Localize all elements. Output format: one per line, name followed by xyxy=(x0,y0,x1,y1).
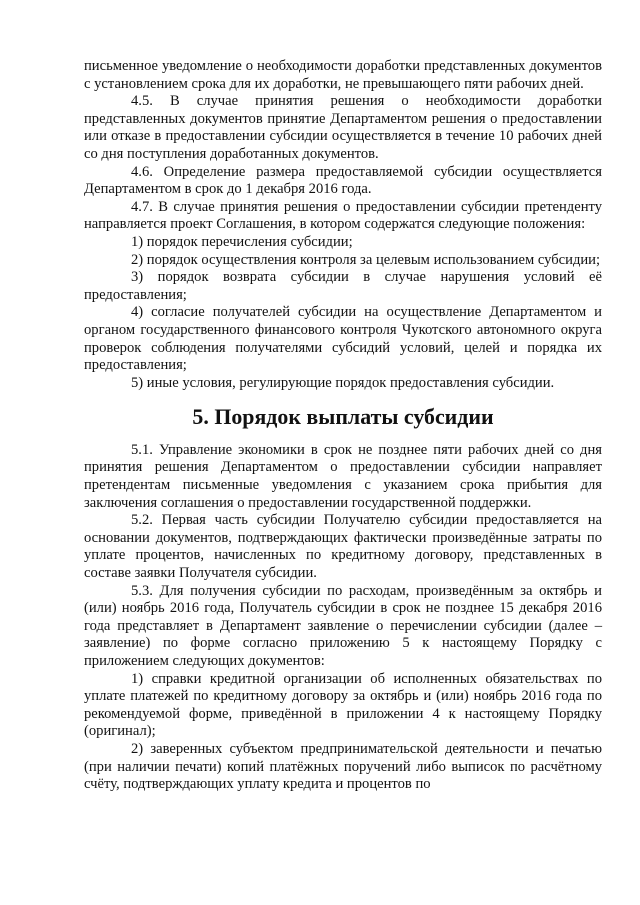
paragraph-4-5: 4.5. В случае принятия решения о необходимости доработки представленных документов принятие Департаментом решения о предоставлении или отказе в предоставлении субсидии осуществляется в течение 10 рабочих дней со дня поступления доработанных документов. xyxy=(84,93,602,162)
list-item-4-7-3: 3) порядок возврата субсидии в случае нарушения условий её предоставления; xyxy=(84,269,602,303)
paragraph-4-6: 4.6. Определение размера предоставляемой субсидии осуществляется Департаментом в срок до 1 декабря 2016 года. xyxy=(84,163,602,198)
list-item-5-3-2: 2) заверенных субъектом предпринимательской деятельности и печатью (при наличии печати) копий платёжных поручений либо выписок по расчётному счёту, подтверждающих уплату кредита и процентов по xyxy=(84,740,602,793)
list-item-4-7-2: 2) порядок осуществления контроля за целевым использованием субсидии; xyxy=(131,251,601,268)
list-item-4-7-5: 5) иные условия, регулирующие порядок предоставления субсидии. xyxy=(131,374,555,391)
list-item-4-7-1: 1) порядок перечисления субсидии; xyxy=(131,233,353,250)
document-page xyxy=(84,58,602,794)
paragraph-5-1: 5.1. Управление экономики в срок не позднее пяти рабочих дней со дня принятия решения Департаментом о предоставлении субсидии направляет претендентам письменные уведомления с указанием срока прибытия для заключения соглашения о предоставлении государственной поддержки. xyxy=(84,441,602,511)
paragraph-5-2: 5.2. Первая часть субсидии Получателю субсидии предоставляется на основании документов, подтверждающих фактически произведённые затраты по уплате процентов, начисленных по кредитному договору, представленных в составе заявки Получателя субсидии. xyxy=(84,512,602,582)
paragraph-4-7: 4.7. В случае принятия решения о предоставлении субсидии претенденту направляется проект Соглашения, в котором содержатся следующие положения: xyxy=(84,198,602,233)
list-item-4-7-4: 4) согласие получателей субсидии на осуществление Департаментом и органом государственного финансового контроля Чукотского автономного округа проверок соблюдения получателями субсидий условий, целей и порядка их предоставления; xyxy=(84,304,602,374)
list-item-5-3-1: 1) справки кредитной организации об исполненных обязательствах по уплате платежей по кредитному договору за октябрь и (или) ноябрь 2016 года по рекомендуемой форме, приведённой в приложении 4 к настоящему Порядку (оригинал); xyxy=(84,670,602,740)
paragraph-notification-continuation: письменное уведомление о необходимости доработки представленных документов с установлением срока для их доработки, не превышающего пяти рабочих дней. xyxy=(84,58,602,92)
paragraph-5-3: 5.3. Для получения субсидии по расходам, произведённым за октябрь и (или) ноябрь 2016 года, Получатель субсидии в срок не позднее 15 декабря 2016 года представляет в Департамент заявление о перечислении субсидии (далее – заявление) по форме согласно приложению 5 к настоящему Порядку с приложением следующих документов: xyxy=(84,582,602,669)
section-heading: 5. Порядок выплаты субсидии xyxy=(192,404,494,430)
